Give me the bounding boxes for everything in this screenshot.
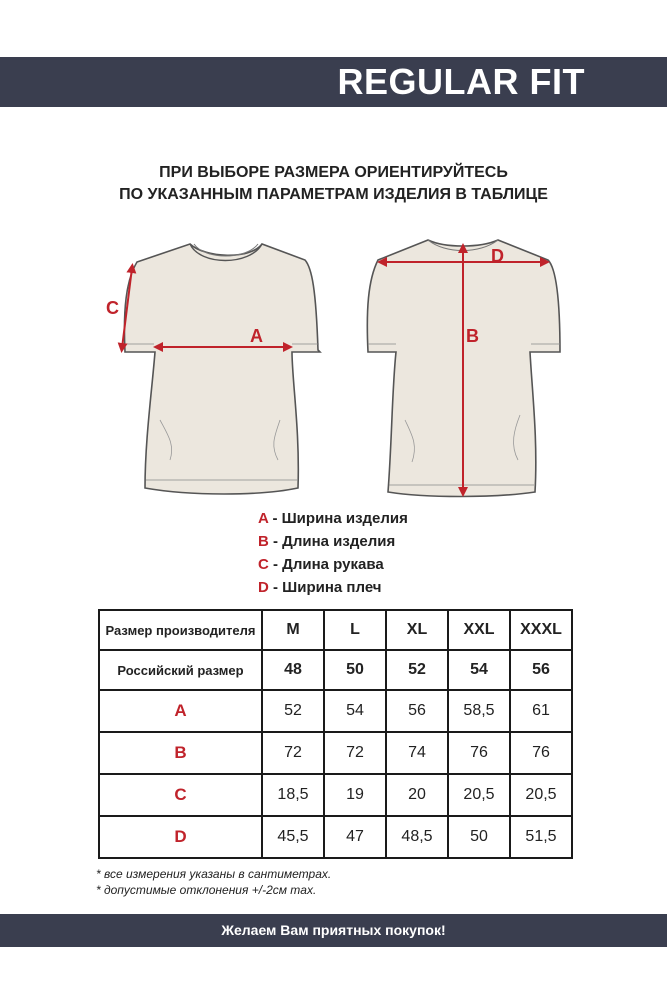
- size-cell: XXL: [448, 610, 510, 650]
- mark-b: B: [466, 326, 479, 346]
- instruction-line-1: ПРИ ВЫБОРЕ РАЗМЕРА ОРИЕНТИРУЙТЕСЬ: [159, 164, 508, 181]
- value-cell: 72: [262, 732, 324, 774]
- legend-item: A - Ширина изделия: [258, 510, 408, 527]
- value-cell: 50: [448, 816, 510, 858]
- row-label: Российский размер: [99, 650, 262, 690]
- instruction-line-2: ПО УКАЗАННЫМ ПАРАМЕТРАМ ИЗДЕЛИЯ В ТАБЛИЦЕ: [119, 186, 548, 203]
- size-cell: XXXL: [510, 610, 572, 650]
- value-cell: 19: [324, 774, 386, 816]
- value-cell: 20,5: [448, 774, 510, 816]
- row-label: Размер производителя: [99, 610, 262, 650]
- mark-a: A: [250, 326, 263, 346]
- value-cell: 48,5: [386, 816, 448, 858]
- value-cell: 54: [324, 690, 386, 732]
- value-cell: 76: [448, 732, 510, 774]
- value-cell: 61: [510, 690, 572, 732]
- row-label: A: [99, 690, 262, 732]
- value-cell: 45,5: [262, 816, 324, 858]
- size-cell: 54: [448, 650, 510, 690]
- footnote-units: * все измерения указаны в сантиметрах.: [96, 867, 332, 881]
- value-cell: 52: [262, 690, 324, 732]
- table-row: [99, 650, 572, 690]
- mark-d: D: [491, 246, 504, 266]
- value-cell: 51,5: [510, 816, 572, 858]
- legend-item: B - Длина изделия: [258, 533, 396, 550]
- size-cell: 52: [386, 650, 448, 690]
- row-label: D: [99, 816, 262, 858]
- table-row: [99, 774, 572, 816]
- size-table: [98, 609, 573, 859]
- size-cell: M: [262, 610, 324, 650]
- row-label: B: [99, 732, 262, 774]
- size-cell: XL: [386, 610, 448, 650]
- row-label: C: [99, 774, 262, 816]
- value-cell: 18,5: [262, 774, 324, 816]
- legend-item: D - Ширина плеч: [258, 579, 382, 596]
- table-row: [99, 690, 572, 732]
- value-cell: 47: [324, 816, 386, 858]
- value-cell: 56: [386, 690, 448, 732]
- fit-title: REGULAR FIT: [337, 61, 585, 102]
- value-cell: 58,5: [448, 690, 510, 732]
- footer-band: [0, 914, 667, 947]
- value-cell: 20,5: [510, 774, 572, 816]
- size-cell: 48: [262, 650, 324, 690]
- size-cell: 50: [324, 650, 386, 690]
- table-row: [99, 610, 572, 650]
- mark-c: C: [106, 298, 119, 318]
- tshirt-diagram: [0, 230, 667, 500]
- footnote-tolerance: * допустимые отклонения +/-2см max.: [96, 883, 317, 897]
- value-cell: 74: [386, 732, 448, 774]
- footnotes: [96, 866, 331, 898]
- table-row: [99, 732, 572, 774]
- size-cell: 56: [510, 650, 572, 690]
- value-cell: 76: [510, 732, 572, 774]
- front-shirt: [124, 244, 320, 494]
- table-row: [99, 816, 572, 858]
- header-band: [0, 57, 667, 107]
- footer-message: Желаем Вам приятных покупок!: [221, 922, 446, 938]
- measurement-legend: [258, 510, 408, 602]
- size-cell: L: [324, 610, 386, 650]
- legend-item: C - Длина рукава: [258, 556, 384, 573]
- value-cell: 20: [386, 774, 448, 816]
- value-cell: 72: [324, 732, 386, 774]
